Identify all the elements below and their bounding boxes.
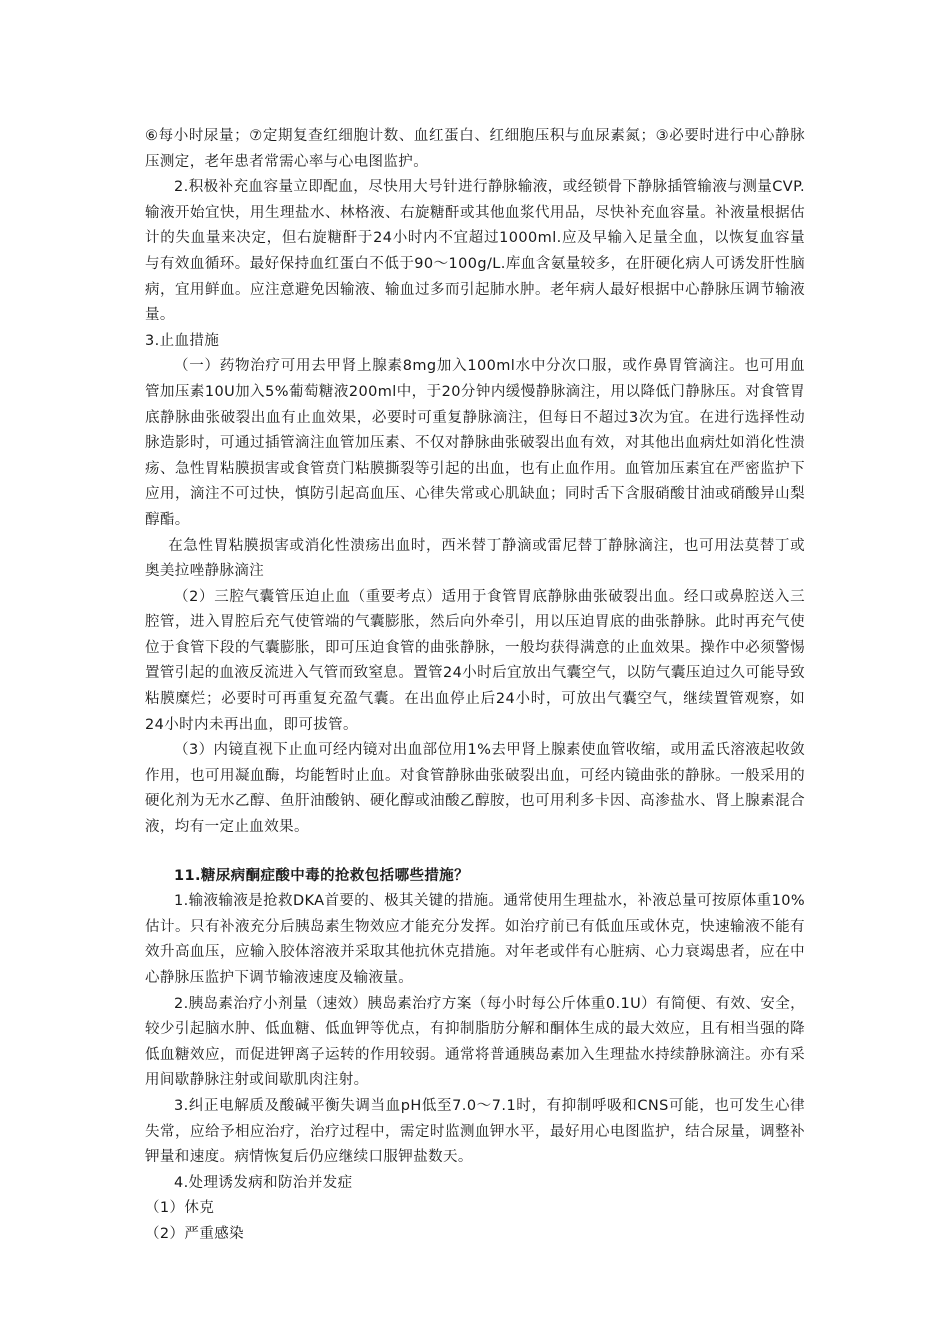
paragraph-blood-volume: 2.积极补充血容量立即配血，尽快用大号针进行静脉输液，或经锁骨下静脉插管输液与测量CVP.输液开始宜快，用生理盐水、林格液、右旋糖酐或其他血浆代用品，尽快补充血容量。补液量根据估计的失血量来决定，但右旋糖酐于24小时内不宜超过1000ml.应及早输入足量全血，以恢复血容量与有效血循环。最好保持血红蛋白不低于90～100g/L.库血含氨量较多，在肝硬化病人可诱发肝性脑病，宜用鲜血。应注意避免因输液、输血过多而引起肺水肿。老年病人最好根据中心静脉压调节输液量。	[145, 179, 805, 324]
section-hemostasis-heading: 3.止血措施	[145, 332, 220, 349]
paragraph-dka-complications: 4.处理诱发病和防治并发症	[174, 1174, 353, 1191]
document-body	[145, 124, 805, 1248]
paragraph-monitoring: ⑥每小时尿量；⑦定期复查红细胞计数、血红蛋白、红细胞压积与血尿素氮；③必要时进行中心静脉压测定，老年患者常需心率与心电图监护。	[145, 128, 805, 170]
paragraph-dka-fluids: 1.输液输液是抢救DKA首要的、极其关键的措施。通常使用生理盐水，补液总量可按原体重10%估计。只有补液充分后胰岛素生物效应才能充分发挥。如治疗前已有低血压或休克，快速输液不能有效升高血压，应输入胶体溶液并采取其他抗休克措施。对年老或伴有心脏病、心力衰竭患者，应在中心静脉压监护下调节输液速度及输液量。	[145, 893, 805, 986]
paragraph-dka-electrolytes: 3.纠正电解质及酸碱平衡失调当血pH低至7.0～7.1时，有抑制呼吸和CNS可能，也可发生心律失常，应给予相应治疗，治疗过程中，需定时监测血钾水平，最好用心电图监护，结合尿量，调整补钾量和速度。病情恢复后仍应继续口服钾盐数天。	[145, 1097, 805, 1166]
paragraph-acute-gastric: 在急性胃粘膜损害或消化性溃疡出血时，西米替丁静滴或雷尼替丁静脉滴注，也可用法莫替丁或奥美拉唑静脉滴注	[145, 537, 805, 580]
section-gap	[145, 841, 805, 864]
list-item-shock: （1）休克	[145, 1200, 215, 1217]
question-heading-dka: 11.糖尿病酮症酸中毒的抢救包括哪些措施？	[174, 867, 470, 884]
paragraph-balloon-tamponade: （2）三腔气囊管压迫止血（重要考点）适用于食管胃底静脉曲张破裂出血。经口或鼻腔送入三腔管，进入胃腔后充气使管端的气囊膨胀，然后向外牵引，用以压迫胃底的曲张静脉。此时再充气使位于食管下段的气囊膨胀，即可压迫食管的曲张静脉，一般均获得满意的止血效果。操作中必须警惕置管引起的血液反流进入气管而致窒息。置管24小时后宜放出气囊空气，以防气囊压迫过久可能导致粘膜糜烂；必要时可再重复充盈气囊。在出血停止后24小时，可放出气囊空气，继续置管观察，如24小时内未再出血，即可拔管。	[145, 588, 805, 733]
list-item-infection: （2）严重感染	[145, 1225, 245, 1242]
paragraph-drug-therapy: （一）药物治疗可用去甲肾上腺素8mg加入100ml水中分次口服，或作鼻胃管滴注。也可用血管加压素10U加入5%葡萄糖液200ml中，于20分钟内缓慢静脉滴注，用以降低门静脉压。对食管胃底静脉曲张破裂出血有止血效果，必要时可重复静脉滴注，但每日不超过3次为宜。在进行选择性动脉造影时，可通过插管滴注血管加压素、不仅对静脉曲张破裂出血有效，对其他出血病灶如消化性溃疡、急性胃粘膜损害或食管贲门粘膜撕裂等引起的出血，也有止血作用。血管加压素宜在严密监护下应用，滴注不可过快，慎防引起高血压、心律失常或心肌缺血；同时舌下含服硝酸甘油或硝酸异山梨醇酯。	[145, 358, 805, 528]
paragraph-endoscopic: （3）内镜直视下止血可经内镜对出血部位用1%去甲肾上腺素使血管收缩，或用孟氏溶液起收敛作用，也可用凝血酶，均能暂时止血。对食管静脉曲张破裂出血，可经内镜曲张的静脉。一般采用的硬化剂为无水乙醇、鱼肝油酸钠、硬化醇或油酸乙醇胺，也可用利多卡因、高渗盐水、肾上腺素混合液，均有一定止血效果。	[145, 742, 805, 836]
paragraph-dka-insulin: 2.胰岛素治疗小剂量（速效）胰岛素治疗方案（每小时每公斤体重0.1U）有简便、有效、安全，较少引起脑水肿、低血糖、低血钾等优点，有抑制脂肪分解和酮体生成的最大效应，且有相当强的降低血糖效应，而促进钾离子运转的作用较弱。通常将普通胰岛素加入生理盐水持续静脉滴注。亦有采用间歇静脉注射或间歇肌肉注射。	[145, 995, 806, 1089]
